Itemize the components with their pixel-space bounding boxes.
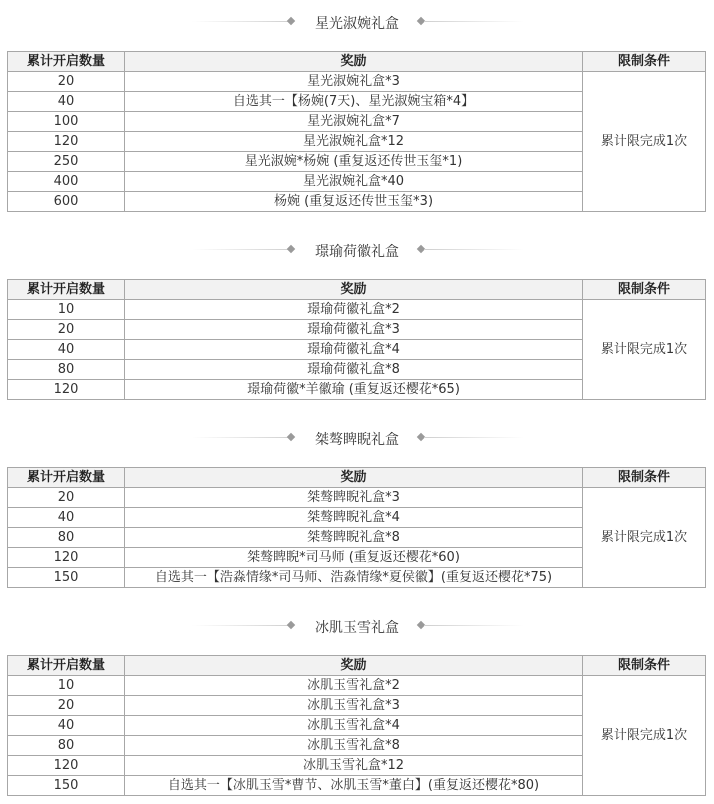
- divider-line-right: [424, 625, 524, 626]
- count-cell: 120: [8, 132, 125, 152]
- section-title: 星光淑婉礼盒: [315, 16, 399, 32]
- reward-cell: 冰肌玉雪礼盒*8: [125, 736, 583, 756]
- divider-line-right: [424, 437, 524, 438]
- reward-cell: 璟瑜荷徽礼盒*4: [125, 340, 583, 360]
- count-cell: 40: [8, 92, 125, 112]
- header-count: 累计开启数量: [8, 468, 125, 488]
- count-cell: 20: [8, 696, 125, 716]
- header-reward: 奖励: [125, 468, 583, 488]
- header-limit: 限制条件: [583, 52, 706, 72]
- section-title-bar: [0, 611, 714, 641]
- header-limit: 限制条件: [583, 656, 706, 676]
- table-row: [8, 300, 706, 320]
- count-cell: 150: [8, 568, 125, 588]
- section-title: 桀骜睥睨礼盒: [315, 432, 399, 448]
- count-cell: 80: [8, 360, 125, 380]
- count-cell: 400: [8, 172, 125, 192]
- reward-cell: 桀骜睥睨礼盒*3: [125, 488, 583, 508]
- count-cell: 100: [8, 112, 125, 132]
- reward-cell: 自选其一【冰肌玉雪*曹节、冰肌玉雪*董白】(重复返还樱花*80): [125, 776, 583, 796]
- table-row: [8, 488, 706, 508]
- reward-table: [7, 51, 706, 212]
- count-cell: 80: [8, 736, 125, 756]
- section-title: 璟瑜荷徽礼盒: [315, 244, 399, 260]
- limit-cell: 累计限完成1次: [583, 72, 706, 212]
- limit-cell: 累计限完成1次: [583, 300, 706, 400]
- section-2: [0, 235, 714, 397]
- reward-cell: 璟瑜荷徽礼盒*2: [125, 300, 583, 320]
- section-title: 冰肌玉雪礼盒: [315, 620, 399, 636]
- reward-cell: 冰肌玉雪礼盒*2: [125, 676, 583, 696]
- reward-table: [7, 279, 706, 400]
- reward-cell: 桀骜睥睨礼盒*4: [125, 508, 583, 528]
- limit-cell: 累计限完成1次: [583, 676, 706, 796]
- reward-table: [7, 467, 706, 588]
- count-cell: 40: [8, 340, 125, 360]
- reward-cell: 星光淑婉礼盒*3: [125, 72, 583, 92]
- reward-cell: 冰肌玉雪礼盒*12: [125, 756, 583, 776]
- header-count: 累计开启数量: [8, 280, 125, 300]
- count-cell: 150: [8, 776, 125, 796]
- header-reward: 奖励: [125, 280, 583, 300]
- count-cell: 20: [8, 72, 125, 92]
- section-3: [0, 423, 714, 585]
- table-row: [8, 676, 706, 696]
- reward-cell: 星光淑婉礼盒*40: [125, 172, 583, 192]
- count-cell: 120: [8, 380, 125, 400]
- reward-cell: 星光淑婉*杨婉 (重复返还传世玉玺*1): [125, 152, 583, 172]
- count-cell: 80: [8, 528, 125, 548]
- header-reward: 奖励: [125, 52, 583, 72]
- header-reward: 奖励: [125, 656, 583, 676]
- divider-line-right: [424, 249, 524, 250]
- section-title-bar: [0, 7, 714, 37]
- reward-cell: 璟瑜荷徽礼盒*3: [125, 320, 583, 340]
- reward-cell: 桀骜睥睨*司马师 (重复返还樱花*60): [125, 548, 583, 568]
- count-cell: 20: [8, 320, 125, 340]
- reward-cell: 星光淑婉礼盒*12: [125, 132, 583, 152]
- section-4: [0, 611, 714, 793]
- table-row: [8, 72, 706, 92]
- count-cell: 600: [8, 192, 125, 212]
- count-cell: 40: [8, 508, 125, 528]
- reward-cell: 璟瑜荷徽礼盒*8: [125, 360, 583, 380]
- reward-cell: 冰肌玉雪礼盒*4: [125, 716, 583, 736]
- reward-cell: 冰肌玉雪礼盒*3: [125, 696, 583, 716]
- header-limit: 限制条件: [583, 280, 706, 300]
- section-1: [0, 7, 714, 209]
- reward-cell: 桀骜睥睨礼盒*8: [125, 528, 583, 548]
- header-limit: 限制条件: [583, 468, 706, 488]
- reward-cell: 璟瑜荷徽*羊徽瑜 (重复返还樱花*65): [125, 380, 583, 400]
- table-header-row: [8, 280, 706, 300]
- reward-cell: 自选其一【浩淼情缘*司马师、浩淼情缘*夏侯徽】(重复返还樱花*75): [125, 568, 583, 588]
- table-header-row: [8, 656, 706, 676]
- table-header-row: [8, 468, 706, 488]
- header-count: 累计开启数量: [8, 656, 125, 676]
- count-cell: 250: [8, 152, 125, 172]
- reward-table: [7, 655, 706, 796]
- count-cell: 20: [8, 488, 125, 508]
- count-cell: 10: [8, 300, 125, 320]
- divider-line-right: [424, 21, 524, 22]
- count-cell: 120: [8, 548, 125, 568]
- table-header-row: [8, 52, 706, 72]
- section-title-bar: [0, 423, 714, 453]
- count-cell: 10: [8, 676, 125, 696]
- reward-cell: 自选其一【杨婉(7天)、星光淑婉宝箱*4】: [125, 92, 583, 112]
- reward-cell: 星光淑婉礼盒*7: [125, 112, 583, 132]
- count-cell: 120: [8, 756, 125, 776]
- section-title-bar: [0, 235, 714, 265]
- limit-cell: 累计限完成1次: [583, 488, 706, 588]
- reward-cell: 杨婉 (重复返还传世玉玺*3): [125, 192, 583, 212]
- header-count: 累计开启数量: [8, 52, 125, 72]
- count-cell: 40: [8, 716, 125, 736]
